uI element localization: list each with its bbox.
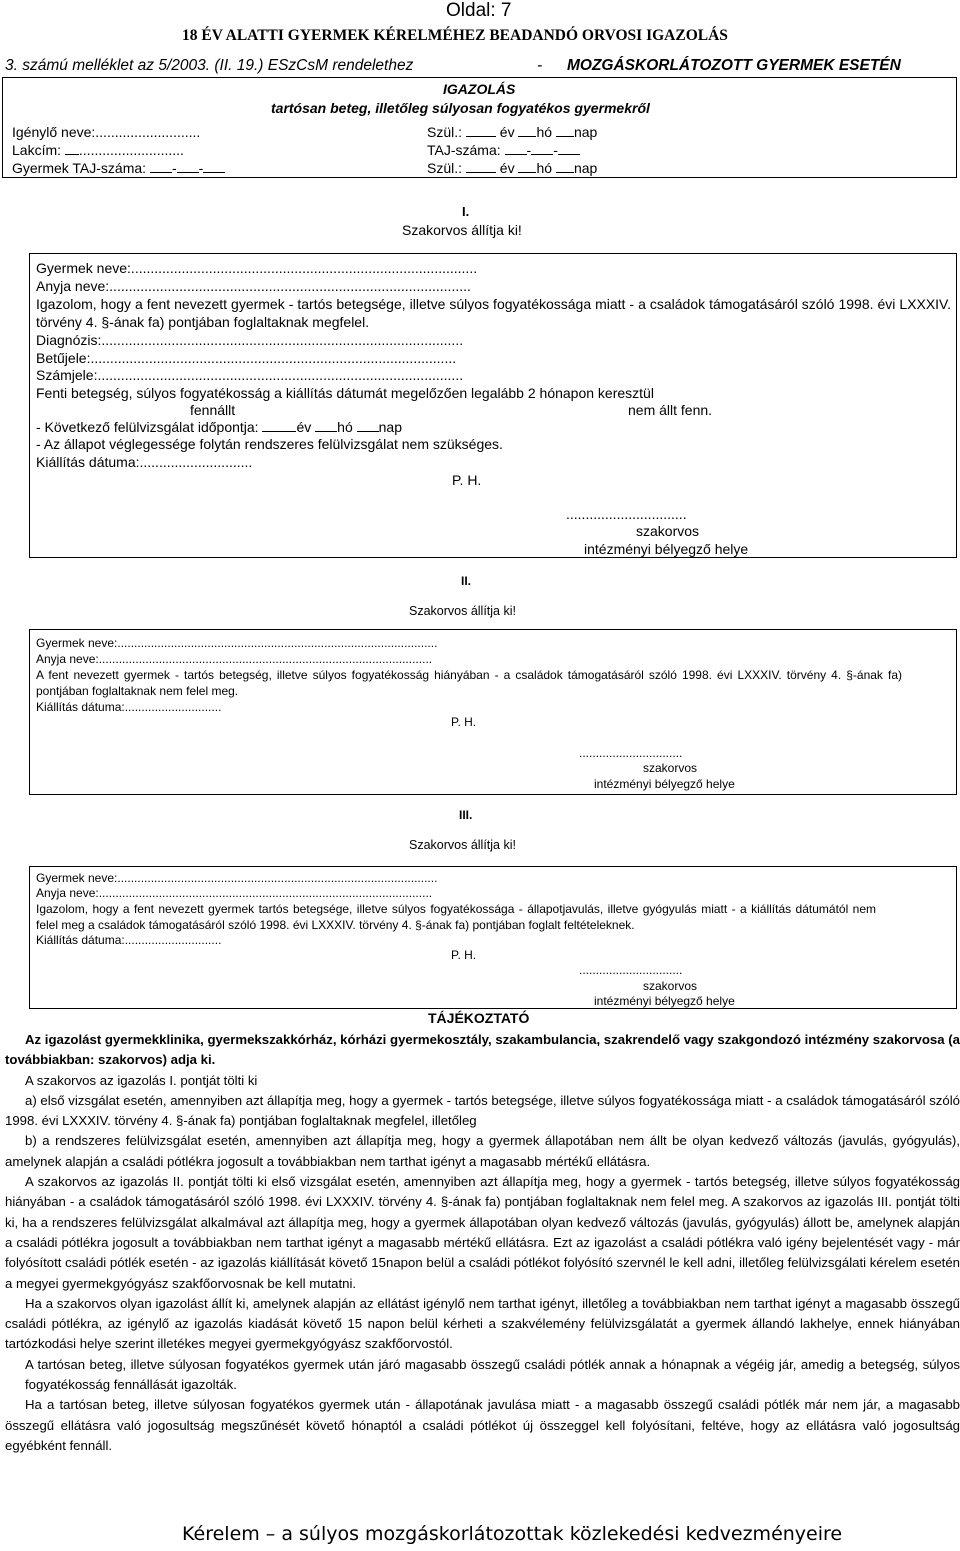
section2-instruction: Szakorvos állítja ki! xyxy=(409,604,516,618)
section1-existed: fennállt xyxy=(190,402,236,418)
info-p4: A szakorvos az igazolás II. pontját tölti ki első vizsgálat esetén, amennyiben azt állapítja meg, hogy a gyermek - tartós betegség, illetve súlyos fogyatékosság hiányában - a családok támogatásáról szóló 1998. évi LXXXIV. törvény 4. §-ának fa) pontjában foglaltaknak nem felel meg. A szakorvos az igazolás III. pontját tölti ki, ha a rendszeres felülvizsgálat alkalmával azt állapítja meg, hogy a gyermek állapotában olyan kedvező változás (javulás, gyógyulás) állott be, amelynek alapján a családi pótlékra jogosult a továbbiakban nem tarthat igényt a magasabb mértékű ellátásra. Ezt az igazolást a családi pótlékra való igény bejelentését vagy - már folyósított családi pótlék esetén - az igazolás kiállítását követő 15napon belül a családi pótlékot folyósító szervnél le kell adni, illetőleg felülvizsgálati kérelem esetén a megyei gyermekgyógyász szakfőorvosnak be kell mutatni. xyxy=(5,1174,960,1291)
section1-next-review: - Következő felülvizsgálat időpontja: év hó nap xyxy=(36,419,402,435)
section2-roman: II. xyxy=(461,574,472,588)
info-p5: Ha a szakorvos olyan igazolást állít ki, amelynek alapján az ellátást igénylő nem tarthat igényt, illetőleg a továbbiakban nem tarthat igényt a magasabb összegű családi pótlékra, az igénylő az igazolás kiadását követő 15 napon belül kérheti a szakvélemény felülvizsgálatát a gyermek állandó lakhelye, ennek hiányában tartózkodási helye szerint illetékes megyei gyermekgyógyász szakfőorvostól. xyxy=(5,1295,960,1352)
info-p1: A szakorvos az igazolás I. pontját tölti ki xyxy=(25,1072,258,1088)
section3-specialist: szakorvos xyxy=(643,979,698,993)
address-label: Lakcím: xyxy=(12,142,62,158)
section3-instruction: Szakorvos állítja ki! xyxy=(409,838,516,852)
birth-date-1: Szül.: év hó nap xyxy=(427,124,598,140)
certificate-heading: IGAZOLÁS xyxy=(443,81,516,97)
applicant-name: Igénylő neve:........................... xyxy=(12,124,201,140)
section3-issue-date: Kiállítás dátuma:............................. xyxy=(36,933,222,947)
address-dots: ........................... xyxy=(78,142,184,158)
section2-issue-date: Kiállítás dátuma:............................. xyxy=(36,700,222,714)
section2-child-name: Gyermek neve:................................................................................................ xyxy=(36,636,438,650)
section1-letter-code: Betűjele:.............................................................................................. xyxy=(36,350,457,366)
section1-ph: P. H. xyxy=(452,472,482,488)
section3-child-name: Gyermek neve:................................................................................................ xyxy=(36,871,438,885)
section1-instruction: Szakorvos állítja ki! xyxy=(402,222,522,238)
subtitle-right: MOZGÁSKORLÁTOZOTT GYERMEK ESETÉN xyxy=(567,57,901,74)
section1-number-code: Számjele:.............................................................................................. xyxy=(36,367,464,383)
taj-number: TAJ-száma: - - xyxy=(427,142,580,158)
section1-issue-date: Kiállítás dátuma:............................. xyxy=(36,454,253,470)
section3-text: Igazolom, hogy a fent nevezett gyermek tartós betegsége, illetve súlyos fogyatékossága - állapotjavulás, illetve gyógyulás miatt - a kiállítás dátumától nem felel meg a családok támogatásáról szóló 1998. évi LXXXIV. törvény 4. §-ának fa) pontjában foglalt feltételeknek. xyxy=(36,902,876,932)
child-taj-label: Gyermek TAJ-száma: xyxy=(12,160,147,176)
section1-condition-text: Fenti betegség, súlyos fogyatékosság a kiállítás dátumát megelőzően legalább 2 hónapon keresztül xyxy=(36,385,654,401)
info-p2: a) első vizsgálat esetén, amennyiben azt állapítja meg, hogy a gyermek - tartós betegsége, illetve súlyos fogyatékossága miatt - a családok támogatásáról szóló 1998. évi LXXXIV. törvény 4. §-ának fa) pontjában foglaltaknak megfelel, illetőleg xyxy=(5,1092,960,1129)
info-intro: Az igazolást gyermekklinika, gyermekszakkórház, kórházi gyermekosztály, szakambulancia, szakrendelő vagy szakgondozó intézmény szakorvosa (a továbbiakban: szakorvos) adja ki. xyxy=(5,1032,960,1068)
birth-date-2: Szül.: év hó nap xyxy=(427,160,598,176)
section2-ph: P. H. xyxy=(451,715,477,729)
section1-specialist: szakorvos xyxy=(636,523,700,539)
address-underline xyxy=(65,142,79,155)
section2-mother-name: Anyja neve:.................................................................................................... xyxy=(36,652,433,666)
info-p7: Ha a tartósan beteg, illetve súlyosan fogyatékos gyermek után - állapotának javulása miatt - a magasabb összegű családi pótlék már nem jár, a magasabb összegű ellátásra való jogosultság megszűnését követő hónaptól a családi pótlékot új összeggel kell folyósítani, feltéve, hogy az ellátásra való jogosultság egyébként fennáll. xyxy=(5,1397,960,1453)
section1-not-existed: nem állt fenn. xyxy=(628,402,713,418)
section3-mother-name: Anyja neve:.................................................................................................... xyxy=(36,886,433,900)
section1-diagnosis: Diagnózis:............................................................................................. xyxy=(36,332,464,348)
section2-sign-dots: ............................... xyxy=(579,746,683,760)
info-p6: A tartósan beteg, illetve súlyosan fogyatékos gyermek után járó magasabb összegű családi pótlék annak a hónapnak a végéig jár, amedig a betegség, súlyos fogyatékosság fennállását igazolták. xyxy=(25,1356,960,1393)
certificate-subheading: tartósan beteg, illetőleg súlyosan fogyatékos gyermekről xyxy=(271,100,650,116)
section3-stamp-place: intézményi bélyegző helye xyxy=(594,994,735,1008)
section1-stamp-place: intézményi bélyegző helye xyxy=(584,541,749,557)
page-number: Oldal: 7 xyxy=(446,0,512,21)
document-title: 18 ÉV ALATTI GYERMEK KÉRELMÉHEZ BEADANDÓ ORVOSI IGAZOLÁS xyxy=(182,27,728,44)
info-heading: TÁJÉKOZTATÓ xyxy=(428,1010,530,1026)
info-p3: b) a rendszeres felülvizsgálat esetén, amennyiben azt állapítja meg, hogy a gyermek állapotában nem állt be olyan kedvező változás (javulás, gyógyulás), amelynek alapján a családi pótlékra jogosult a továbbiakban nem tarthat igényt a magasabb mértékű ellátásra. xyxy=(5,1133,960,1169)
section3-sign-dots: ............................... xyxy=(579,963,683,977)
subtitle-left: 3. számú melléklet az 5/2003. (II. 19.) ESzCsM rendelethez xyxy=(5,57,414,74)
page-footer: Kérelem – a súlyos mozgáskorlátozottak közlekedési kedvezményeire xyxy=(182,1523,843,1545)
child-taj: Gyermek TAJ-száma: - - xyxy=(12,160,225,176)
section1-child-name: Gyermek neve:......................................................................................... xyxy=(36,260,478,276)
info-body xyxy=(5,1030,960,1456)
section2-stamp-place: intézményi bélyegző helye xyxy=(594,777,735,791)
section3-roman: III. xyxy=(459,808,473,822)
section2-specialist: szakorvos xyxy=(643,761,698,775)
section1-roman: I. xyxy=(462,204,470,219)
section1-mother-name: Anyja neve:............................................................................................. xyxy=(36,278,471,294)
section1-sign-dots: ............................... xyxy=(566,506,687,522)
section1-certify-text: Igazolom, hogy a fent nevezett gyermek - tartós betegsége, illetve súlyos fogyatékossága miatt - a családok támogatásáról szóló 1998. évi LXXXIV. törvény 4. §-ának fa) pontjában foglaltaknak megfelel. xyxy=(36,296,951,330)
address xyxy=(12,142,184,158)
section2-text: A fent nevezett gyermek - tartós betegség, illetve súlyos fogyatékosság hiányában - a családok támogatásáról szóló 1998. évi LXXXIV. törvény 4. §-ának fa) pontjában foglaltaknak nem felel meg. xyxy=(36,668,902,698)
section3-ph: P. H. xyxy=(451,948,477,962)
section1-no-review: - Az állapot véglegessége folytán rendszeres felülvizsgálat nem szükséges. xyxy=(36,436,503,452)
subtitle-dash: - xyxy=(537,57,543,74)
